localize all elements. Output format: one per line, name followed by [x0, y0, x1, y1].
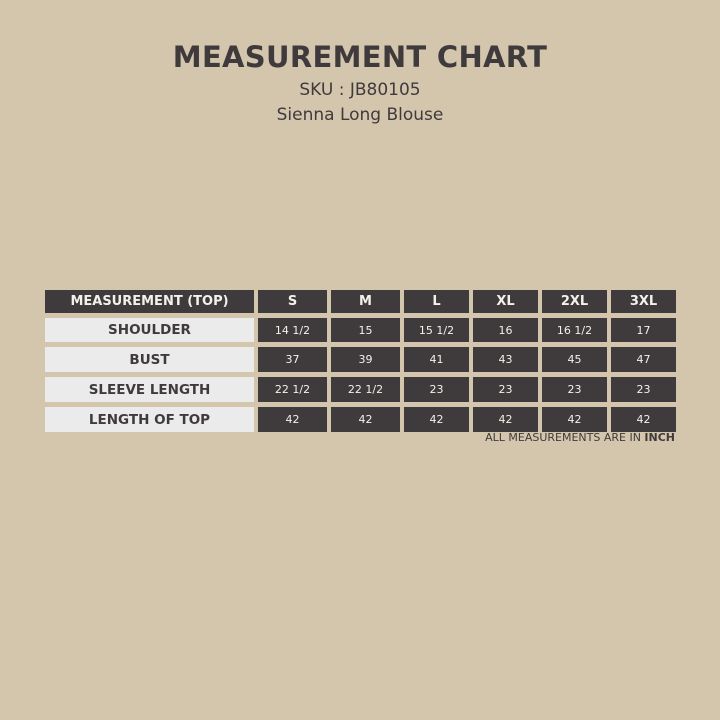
table-cell: 15 1/2 — [404, 318, 469, 342]
table-cell: 23 — [542, 377, 607, 402]
table-cell: 42 — [473, 407, 538, 432]
table-cell: 15 — [331, 318, 400, 342]
measurement-table — [45, 290, 675, 432]
table-header-cell: MEASUREMENT (TOP) — [45, 290, 254, 313]
table-cell: 47 — [611, 347, 676, 372]
table-cell: 41 — [404, 347, 469, 372]
sku-label: SKU : JB80105 — [299, 80, 421, 100]
table-cell: 42 — [331, 407, 400, 432]
table-cell: 42 — [258, 407, 327, 432]
table-header-cell: S — [258, 290, 327, 313]
units-note — [485, 431, 675, 444]
row-label: LENGTH OF TOP — [45, 407, 254, 432]
product-name: Sienna Long Blouse — [276, 105, 444, 125]
table-cell: 37 — [258, 347, 327, 372]
table-cell: 23 — [611, 377, 676, 402]
row-label: SHOULDER — [45, 318, 254, 342]
table-cell: 22 1/2 — [331, 377, 400, 402]
table-cell: 39 — [331, 347, 400, 372]
table-cell: 42 — [611, 407, 676, 432]
table-header-cell: 3XL — [611, 290, 676, 313]
table-cell: 23 — [404, 377, 469, 402]
table-header-cell: M — [331, 290, 400, 313]
table-header-cell: XL — [473, 290, 538, 313]
units-note-prefix: ALL MEASUREMENTS ARE IN — [485, 431, 645, 444]
row-label: SLEEVE LENGTH — [45, 377, 254, 402]
table-cell: 43 — [473, 347, 538, 372]
table-cell: 42 — [404, 407, 469, 432]
table-cell: 14 1/2 — [258, 318, 327, 342]
table-header-cell: L — [404, 290, 469, 313]
table-cell: 22 1/2 — [258, 377, 327, 402]
table-cell: 16 — [473, 318, 538, 342]
table-header-cell: 2XL — [542, 290, 607, 313]
table-cell: 42 — [542, 407, 607, 432]
row-label: BUST — [45, 347, 254, 372]
table-cell: 45 — [542, 347, 607, 372]
units-note-unit: INCH — [644, 431, 675, 444]
table-cell: 16 1/2 — [542, 318, 607, 342]
table-cell: 23 — [473, 377, 538, 402]
table-cell: 17 — [611, 318, 676, 342]
chart-title: MEASUREMENT CHART — [172, 40, 548, 74]
